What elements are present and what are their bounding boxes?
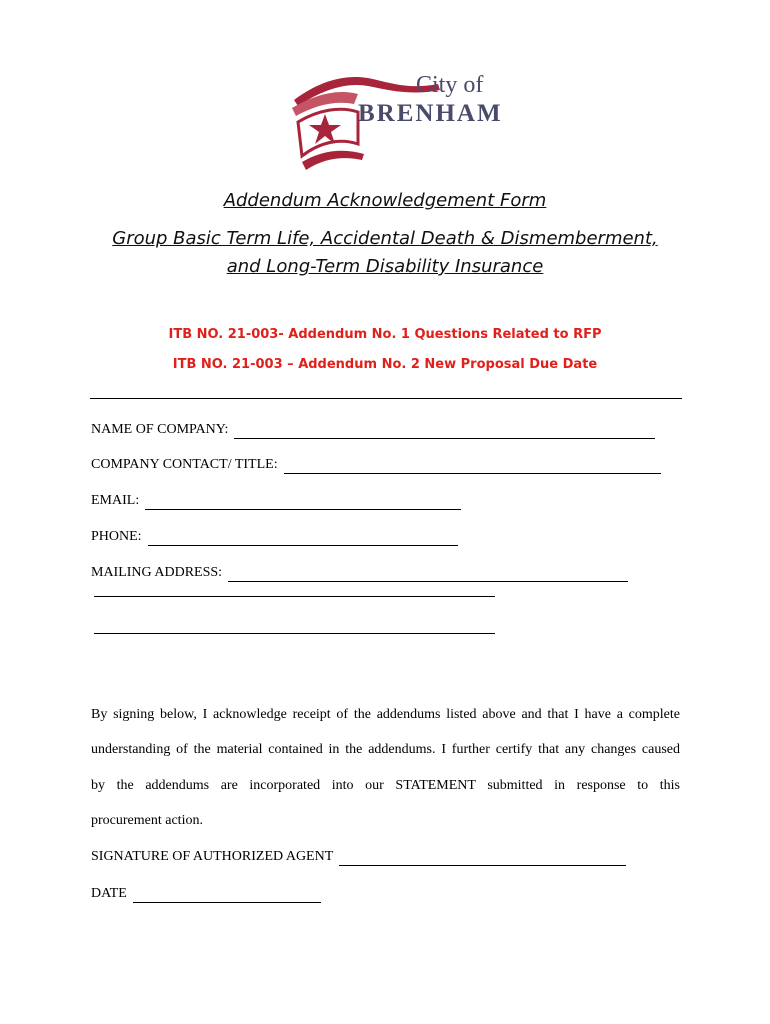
company-contact-field[interactable] [91,456,661,474]
phone-field[interactable] [91,528,458,546]
mailing-address-line-2[interactable] [94,596,495,597]
itb-addendum-2: ITB NO. 21-003 – Addendum No. 2 New Proposal Due Date [172,357,598,372]
mailing-address-label: MAILING ADDRESS: [91,565,223,580]
acknowledgement-line-2: understanding of the material contained in the addendums. I further certify that any changes caused [91,742,680,757]
mailing-address-input[interactable] [228,567,628,582]
form-subtitle-line2: and Long-Term Disability Insurance [226,256,544,277]
logo-brenham-text: BRENHAM [358,100,503,127]
form-subtitle-line1: Group Basic Term Life, Accidental Death & Dismemberment, [112,228,658,249]
acknowledgement-line-3: by the addendums are incorporated into our STATEMENT submitted in response to this [91,778,680,793]
date-label: DATE [91,886,127,901]
itb-addendum-1: ITB NO. 21-003- Addendum No. 1 Questions Related to RFP [168,327,602,342]
logo-city-text: City of [416,72,484,98]
section-divider [90,398,682,399]
acknowledgement-line-1: By signing below, I acknowledge receipt of the addendums listed above and that I have a complete [91,707,680,722]
company-name-field[interactable] [91,421,655,439]
email-input[interactable] [145,495,461,510]
date-field[interactable] [91,885,321,903]
company-name-label: NAME OF COMPANY: [91,422,229,437]
form-title: Addendum Acknowledgement Form [223,190,547,211]
company-contact-input[interactable] [284,459,661,474]
signature-label: SIGNATURE OF AUTHORIZED AGENT [91,849,334,864]
email-label: EMAIL: [91,493,140,508]
date-input[interactable] [133,888,321,903]
phone-label: PHONE: [91,529,142,544]
company-contact-label: COMPANY CONTACT/ TITLE: [91,457,278,472]
acknowledgement-line-4: procurement action. [91,813,203,828]
mailing-address-field[interactable] [91,564,628,582]
mailing-address-line-3[interactable] [94,633,495,634]
signature-input[interactable] [339,851,626,866]
email-field[interactable] [91,492,461,510]
city-logo [288,64,503,174]
phone-input[interactable] [148,531,458,546]
signature-field[interactable] [91,848,626,866]
company-name-input[interactable] [234,424,655,439]
